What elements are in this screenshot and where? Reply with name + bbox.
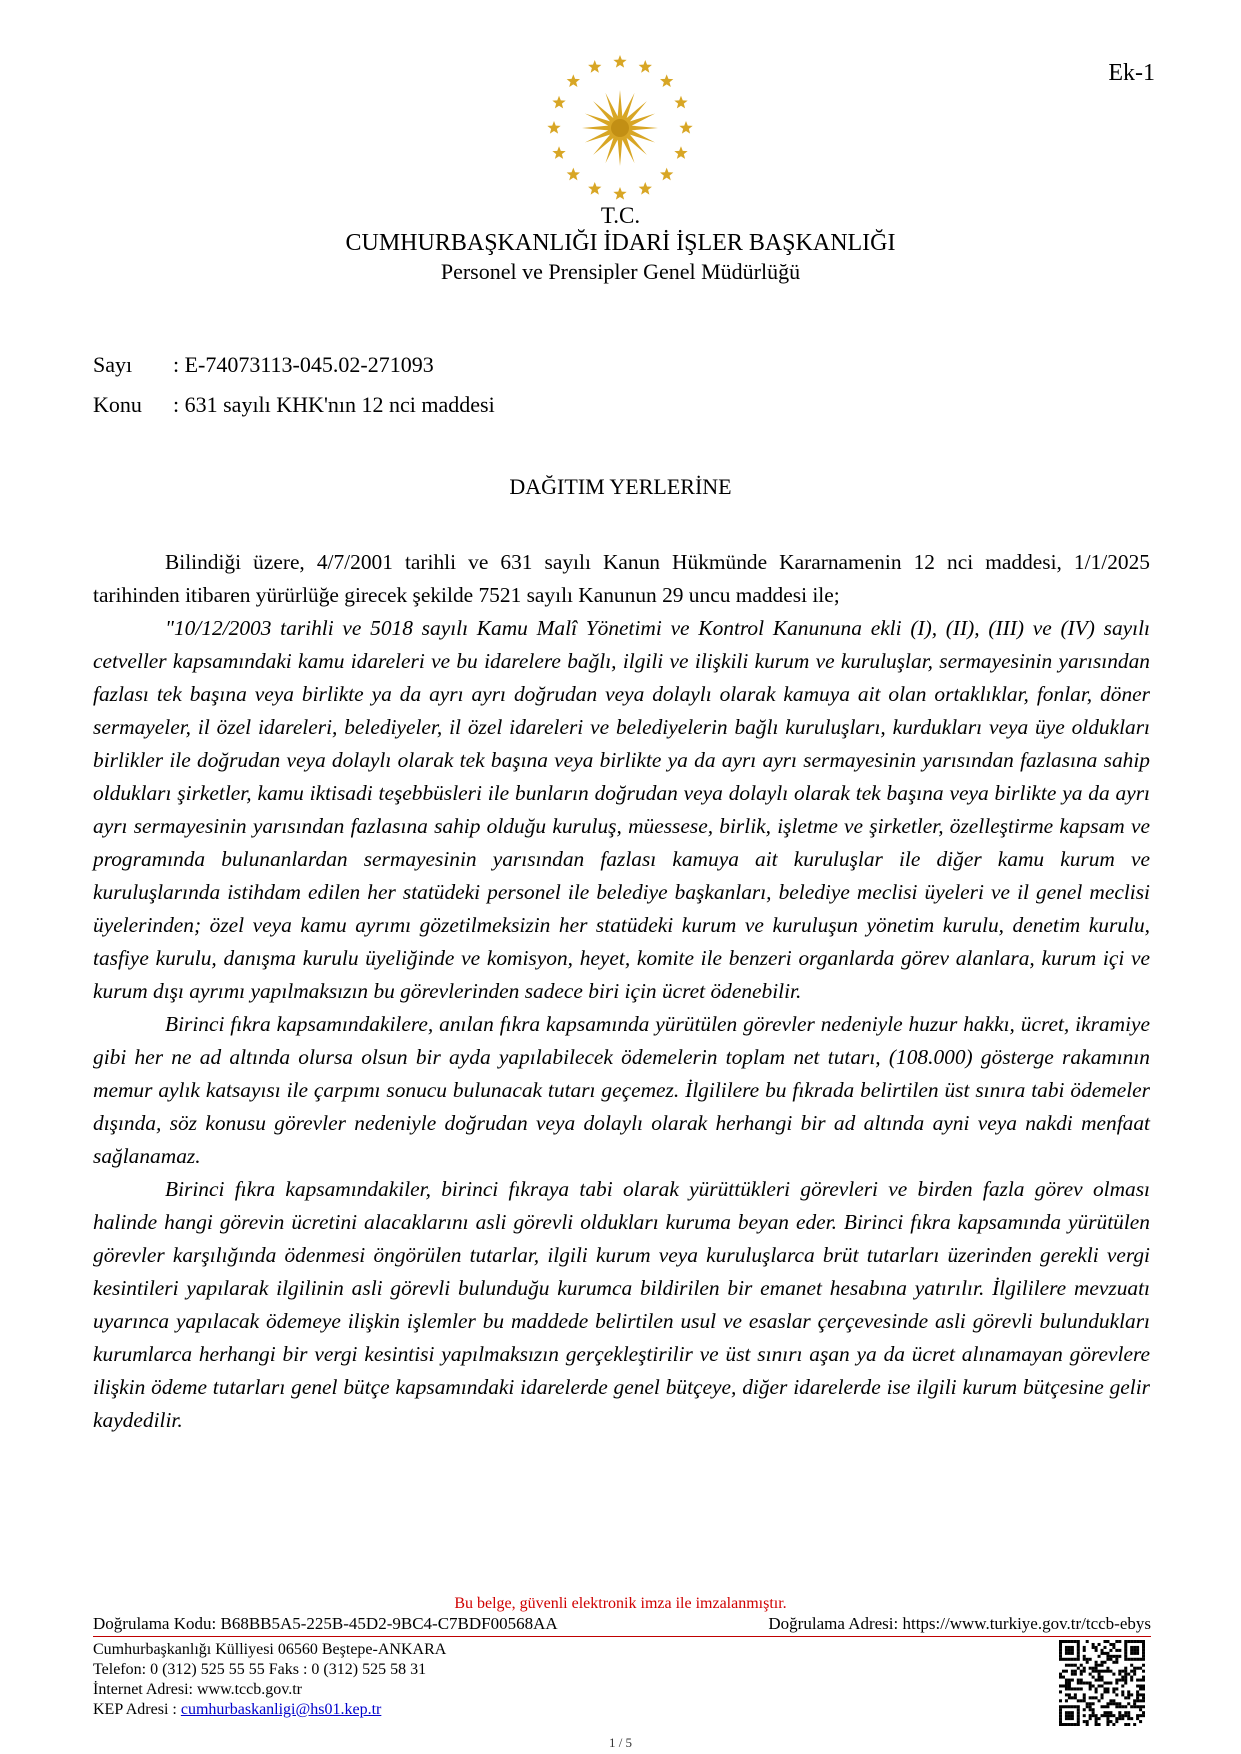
- body-paragraph-quote-2: Birinci fıkra kapsamındakilere, anılan fıkra kapsamında yürütülen görevler nedeniyle huzur hakkı, ücret, ikramiye gibi her ne ad altında olursa olsun bir ayda yapılabilecek ödemelerin toplam net tutarı, (108.000) gösterge rakamının memur aylık katsayısı ile çarpımı sonucu bulunacak tutarı geçemez. İlgililere bu fıkrada belirtilen üst sınıra tabi ödemeler dışında, söz konusu görevler nedeniyle doğrudan veya dolaylı olarak herhangi bir ad altında ayni veya nakdi menfaat sağlanamaz.: [93, 1012, 1150, 1168]
- body-paragraph-intro: Bilindiği üzere, 4/7/2001 tarihli ve 631 sayılı Kanun Hükmünde Kararnamenin 12 nci maddesi, 1/1/2025 tarihinden itibaren yürürlüğe girecek şekilde 7521 sayılı Kanunun 29 uncu maddesi ile;: [93, 550, 1150, 607]
- konu-value: : 631 sayılı KHK'nın 12 nci maddesi: [173, 392, 495, 417]
- body-paragraph-quote-3: Birinci fıkra kapsamındakiler, birinci fıkraya tabi olarak yürüttükleri görevleri ve birden fazla görev olması halinde hangi görevin ücretini alacaklarını asli görevli oldukları kuruma beyan eder. Birinci fıkra kapsamında yürütülen görevler karşılığında ödenmesi öngörülen tutarlar, ilgili kurum veya kuruluşlarca brüt tutarları üzerinden gerekli vergi kesintileri yapılarak ilgilinin asli görevli bulunduğu kurumca bildirilen bir emanet hesabına yatırılır. İlgililere mevzuatı uyarınca yapılacak ödemeye ilişkin işlemler bu maddede belirtilen usul ve esaslar çerçevesinde asli görevli bulundukları kurumlarca herhangi bir vergi kesintisi yapılmaksızın gerçekleştirilir ve üst sınırı aşan ya da ücret alınamayan görevlere ilişkin ödeme tutarları genel bütçe kapsamındaki idarelerde genel bütçeye, diğer idarelerde ise ilgili kurum bütçesine gelir kaydedilir.: [93, 1177, 1150, 1432]
- header-department: Personel ve Prensipler Genel Müdürlüğü: [440, 259, 801, 284]
- header-presidency: CUMHURBAŞKANLIĞI İDARİ İŞLER BAŞKANLIĞI: [345, 230, 896, 256]
- annex-label: Ek-1: [1108, 60, 1155, 86]
- footer-address: Cumhurbaşkanlığı Külliyesi 06560 Beştepe-ANKARA: [93, 1641, 447, 1658]
- qr-code-icon: [1059, 1640, 1145, 1726]
- sayi-value: : E-74073113-045.02-271093: [173, 352, 434, 377]
- footer-phone: Telefon: 0 (312) 525 55 55 Faks : 0 (312) 525 58 31: [93, 1661, 427, 1678]
- meta-konu: [93, 392, 495, 418]
- footer-internet: İnternet Adresi: www.tccb.gov.tr: [93, 1681, 302, 1698]
- sayi-label: Sayı: [93, 352, 133, 377]
- konu-label: Konu: [93, 392, 142, 417]
- contact-footer: [93, 1640, 446, 1720]
- presidential-seal-icon: [540, 48, 700, 208]
- meta-sayi: [93, 352, 434, 378]
- verification-code: Doğrulama Kodu: B68BB5A5-225B-45D2-9BC4-C7BDF00568AA: [93, 1614, 558, 1633]
- kep-link[interactable]: cumhurbaskanligi@hs01.kep.tr: [180, 1701, 382, 1718]
- e-signature-note: Bu belge, güvenli elektronik imza ile imzalanmıştır.: [454, 1595, 787, 1612]
- footer-kep: [93, 1700, 446, 1720]
- recipients-heading: DAĞITIM YERLERİNE: [509, 474, 732, 499]
- header-tc: T.C.: [600, 203, 641, 228]
- kep-label: KEP Adresi :: [93, 1701, 181, 1718]
- body-paragraph-quote-1: "10/12/2003 tarihli ve 5018 sayılı Kamu Malî Yönetimi ve Kontrol Kanununa ekli (I), (II), (III) ve (IV) sayılı cetveller kapsamındaki kamu idareleri ve bu idarelere bağlı, ilgili ve ilişkili kurum ve kuruluşlar, sermayesinin yarısından fazlası tek başına veya birlikte ya da ayrı ayrı doğrudan veya dolaylı olarak kamuya ait olan ortaklıklar, fonlar, döner sermayeler, il özel idareleri, belediyeler, il özel idareleri ve belediyelerin bağlı kuruluşları, kurdukları veya üye oldukları birlikler ile doğrudan veya dolaylı olarak tek başına veya birlikte ya da ayrı ayrı sermayesinin yarısından fazlasına sahip oldukları şirketler, kamu iktisadi teşebbüsleri ile bunların doğrudan veya dolaylı olarak tek başına veya birlikte ya da ayrı ayrı sermayesinin yarısından fazlasına sahip olduğu kuruluş, müessese, birlik, işletme ve şirketler, özelleştirme kapsam ve programında bulunanlardan sermayesinin yarısından fazlası kamuya ait kuruluşlar ile diğer kamu kurum ve kuruluşlarında istihdam edilen her statüdeki personel ile belediye başkanları, belediye meclisi üyeleri ve il genel meclisi üyelerinden; özel veya kamu ayrımı gözetilmeksizin her statüdeki kurum ve kuruluşun yönetim kurulu, denetim kurulu, tasfiye kurulu, danışma kurulu üyeliğinde ve komisyon, heyet, komite ile benzeri organlarda görev alanlara, kurum içi ve kurum dışı ayrımı yapılmaksızın bu görevlerinden sadece biri için ücret ödenebilir.: [93, 616, 1150, 1003]
- verification-row: [93, 1614, 1151, 1637]
- letter-body: [93, 546, 1150, 1437]
- verification-address[interactable]: Doğrulama Adresi: https://www.turkiye.gov.tr/tccb-ebys: [768, 1614, 1151, 1633]
- page-number: 1 / 5: [608, 1735, 633, 1750]
